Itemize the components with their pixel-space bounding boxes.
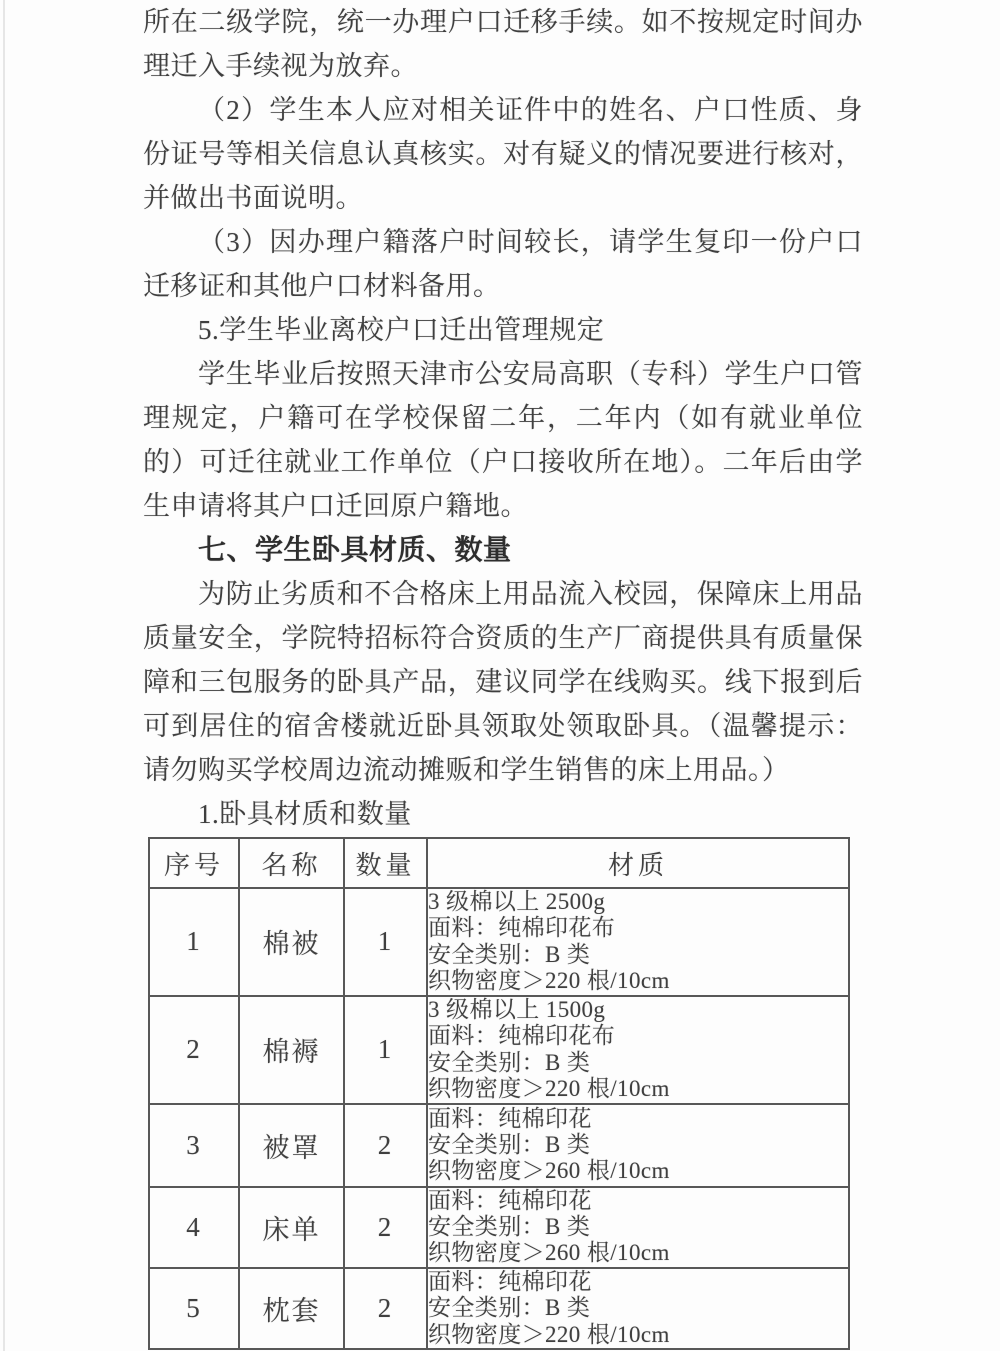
cell-quantity: 1 — [344, 888, 427, 996]
cell-name: 棉被 — [239, 888, 344, 996]
cell-material — [427, 1104, 849, 1187]
column-header-quantity: 数量 — [344, 838, 427, 888]
cell-serial: 2 — [149, 996, 239, 1104]
cell-serial: 3 — [149, 1104, 239, 1187]
column-header-material: 材质 — [427, 838, 849, 888]
material-line: 织物密度＞220 根/10cm — [428, 968, 670, 994]
paragraph-item-2-verify-info: （2）学生本人应对相关证件中的姓名、户口性质、身份证号等相关信息认真核实。对有疑义的情况要进行核对，并做出书面说明。 — [143, 95, 863, 213]
cell-material — [427, 1268, 849, 1349]
page-edge-line — [3, 0, 5, 1351]
cell-quantity: 1 — [344, 996, 427, 1104]
cell-material — [427, 1187, 849, 1268]
cell-material — [427, 888, 849, 996]
cell-name: 床单 — [239, 1187, 344, 1268]
table-row-pillowcase — [149, 1268, 849, 1349]
cell-name: 枕套 — [239, 1268, 344, 1349]
table-row-quilt-cover — [149, 1104, 849, 1187]
material-line: 织物密度＞260 根/10cm — [428, 1158, 670, 1184]
table-row-quilt — [149, 888, 849, 996]
material-line: 织物密度＞220 根/10cm — [428, 1321, 670, 1347]
material-line: 3 级棉以上 2500g — [428, 889, 606, 914]
material-line: 面料：纯棉印花布 — [428, 1023, 616, 1049]
table-header-row — [149, 838, 849, 888]
subheading-graduation-hukou-rules: 5.学生毕业离校户口迁出管理规定 — [198, 315, 605, 345]
cell-name: 棉褥 — [239, 996, 344, 1104]
material-line: 安全类别：B 类 — [428, 1295, 591, 1321]
table-row-bedsheet — [149, 1187, 849, 1268]
material-line: 安全类别：B 类 — [428, 1049, 591, 1075]
cell-material — [427, 996, 849, 1104]
cell-name: 被罩 — [239, 1104, 344, 1187]
material-line: 织物密度＞220 根/10cm — [428, 1076, 670, 1102]
material-line: 安全类别：B 类 — [428, 941, 591, 967]
paragraph-graduation-hukou-policy: 学生毕业后按照天津市公安局高职（专科）学生户口管理规定，户籍可在学校保留二年，二年内（如有就业单位的）可迁往就业工作单位（户口接收所在地）。二年后由学生申请将其户口迁回原户籍地。 — [143, 359, 863, 521]
column-header-serial: 序号 — [149, 838, 239, 888]
paragraph-item-3-copy-documents: （3）因办理户籍落户时间较长，请学生复印一份户口迁移证和其他户口材料备用。 — [143, 227, 863, 301]
material-line: 安全类别：B 类 — [428, 1214, 591, 1240]
cell-quantity: 2 — [344, 1104, 427, 1187]
cell-quantity: 2 — [344, 1187, 427, 1268]
material-line: 面料：纯棉印花 — [428, 1187, 592, 1213]
material-line: 面料：纯棉印花 — [428, 1105, 592, 1131]
paragraph-bedding-purchase-advice: 为防止劣质和不合格床上用品流入校园，保障床上用品质量安全，学院特招标符合资质的生产厂商提供具有质量保障和三包服务的卧具产品，建议同学在线购买。线下报到后可到居住的宿舍楼就近卧具领取处领取卧具。（温馨提示：请勿购买学校周边流动摊贩和学生销售的床上用品。） — [143, 579, 863, 785]
bedding-table — [148, 837, 850, 1350]
cell-serial: 4 — [149, 1187, 239, 1268]
material-line: 安全类别：B 类 — [428, 1131, 591, 1157]
document-content — [143, 0, 863, 1350]
cell-serial: 1 — [149, 888, 239, 996]
column-header-name: 名称 — [239, 838, 344, 888]
material-line: 3 级棉以上 1500g — [428, 996, 606, 1022]
table-row-mattress — [149, 996, 849, 1104]
material-line: 织物密度＞260 根/10cm — [428, 1240, 670, 1266]
cell-serial: 5 — [149, 1268, 239, 1349]
material-line: 面料：纯棉印花 — [428, 1268, 592, 1294]
cell-quantity: 2 — [344, 1268, 427, 1349]
section-heading-bedding: 七、学生卧具材质、数量 — [198, 534, 512, 565]
table-caption-bedding: 1.卧具材质和数量 — [198, 799, 412, 829]
paragraph-household-transfer-continuation: 所在二级学院，统一办理户口迁移手续。如不按规定时间办理迁入手续视为放弃。 — [143, 7, 863, 81]
material-line: 面料：纯棉印花布 — [428, 915, 616, 941]
